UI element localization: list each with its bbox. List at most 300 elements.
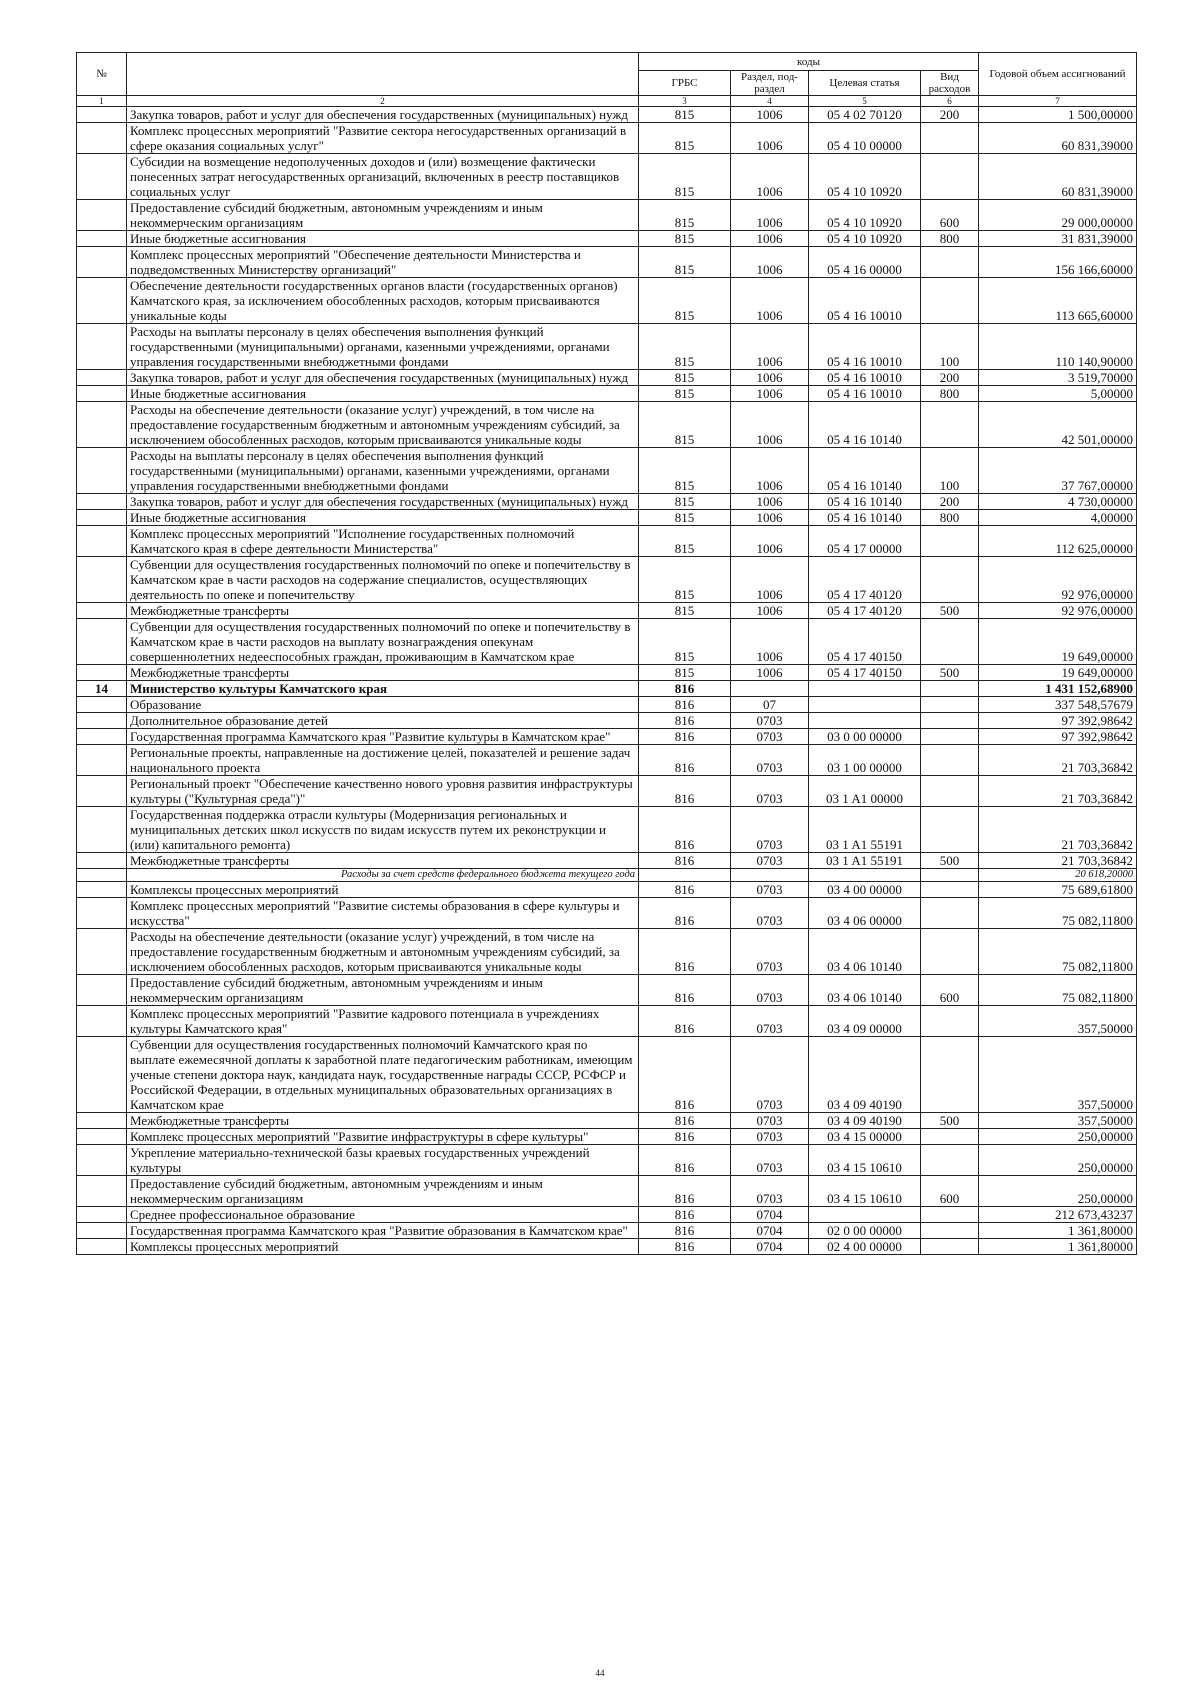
table-row (77, 898, 1137, 929)
row-num (77, 898, 127, 929)
row-razdel: 1006 (731, 324, 809, 370)
row-grbs: 815 (639, 123, 731, 154)
row-name: Дополнительное образование детей (127, 713, 639, 729)
row-num (77, 603, 127, 619)
row-amount: 75 082,11800 (979, 929, 1137, 975)
row-name: Предоставление субсидий бюджетным, автономным учреждениям и иным некоммерческим организациям (127, 200, 639, 231)
table-row (77, 510, 1137, 526)
row-target-article: 05 4 10 10920 (809, 200, 921, 231)
row-grbs: 815 (639, 107, 731, 123)
row-target-article: 05 4 16 10010 (809, 370, 921, 386)
row-expense-type (921, 882, 979, 898)
row-razdel: 1006 (731, 494, 809, 510)
row-num (77, 200, 127, 231)
row-grbs: 816 (639, 882, 731, 898)
row-name: Иные бюджетные ассигнования (127, 510, 639, 526)
row-razdel: 1006 (731, 557, 809, 603)
table-row (77, 603, 1137, 619)
row-amount: 21 703,36842 (979, 745, 1137, 776)
row-num (77, 1145, 127, 1176)
row-target-article: 03 4 09 00000 (809, 1006, 921, 1037)
row-expense-type (921, 1129, 979, 1145)
row-num (77, 1113, 127, 1129)
row-amount: 75 082,11800 (979, 975, 1137, 1006)
row-grbs: 815 (639, 494, 731, 510)
row-grbs: 816 (639, 1037, 731, 1113)
row-amount: 357,50000 (979, 1113, 1137, 1129)
row-name: Расходы на выплаты персоналу в целях обеспечения выполнения функций государственными (муниципальными) органами, казенными учреждениями, органами управления государственными внебюджетными фондами (127, 448, 639, 494)
header-col-3: 3 (639, 96, 731, 107)
row-name: Образование (127, 697, 639, 713)
table-row (77, 776, 1137, 807)
row-grbs: 816 (639, 729, 731, 745)
row-num (77, 729, 127, 745)
row-num (77, 231, 127, 247)
row-expense-type: 500 (921, 603, 979, 619)
row-razdel: 1006 (731, 448, 809, 494)
row-amount: 97 392,98642 (979, 729, 1137, 745)
table-row (77, 975, 1137, 1006)
row-amount: 19 649,00000 (979, 619, 1137, 665)
row-amount: 113 665,60000 (979, 278, 1137, 324)
row-name: Министерство культуры Камчатского края (127, 681, 639, 697)
row-grbs (639, 869, 731, 882)
table-row (77, 278, 1137, 324)
row-name: Иные бюджетные ассигнования (127, 386, 639, 402)
table-row (77, 697, 1137, 713)
table-row (77, 1176, 1137, 1207)
table-row (77, 665, 1137, 681)
row-num (77, 370, 127, 386)
row-amount: 21 703,36842 (979, 853, 1137, 869)
table-row (77, 247, 1137, 278)
row-razdel: 1006 (731, 402, 809, 448)
row-expense-type: 800 (921, 231, 979, 247)
row-razdel (731, 681, 809, 697)
row-grbs: 815 (639, 370, 731, 386)
page-number: 44 (595, 1668, 605, 1678)
row-expense-type (921, 1145, 979, 1176)
row-expense-type: 800 (921, 510, 979, 526)
header-col-4: 4 (731, 96, 809, 107)
table-row (77, 200, 1137, 231)
row-razdel: 0703 (731, 1006, 809, 1037)
row-name: Комплекс процессных мероприятий "Развитие системы образования в сфере культуры и искусства" (127, 898, 639, 929)
row-razdel: 0703 (731, 807, 809, 853)
row-num (77, 1037, 127, 1113)
row-target-article: 03 4 00 00000 (809, 882, 921, 898)
row-num (77, 745, 127, 776)
row-name: Расходы на обеспечение деятельности (оказание услуг) учреждений, в том числе на предоставление государственным бюджетным и автономным учреждениям субсидий, за исключением обособленных расходов, которым присваиваются уникальные коды (127, 929, 639, 975)
row-num (77, 154, 127, 200)
table-row (77, 494, 1137, 510)
row-expense-type (921, 929, 979, 975)
row-num (77, 1207, 127, 1223)
header-sum: Годовой объем ассигнований (979, 53, 1137, 96)
row-grbs: 816 (639, 697, 731, 713)
row-grbs: 815 (639, 557, 731, 603)
row-target-article: 02 4 00 00000 (809, 1239, 921, 1255)
header-codes: коды (639, 53, 979, 71)
row-amount: 112 625,00000 (979, 526, 1137, 557)
row-expense-type: 600 (921, 975, 979, 1006)
row-razdel: 0704 (731, 1239, 809, 1255)
row-expense-type (921, 713, 979, 729)
row-expense-type: 200 (921, 370, 979, 386)
row-razdel: 1006 (731, 200, 809, 231)
row-razdel: 1006 (731, 123, 809, 154)
row-num (77, 807, 127, 853)
header-col-2: 2 (127, 96, 639, 107)
row-expense-type (921, 729, 979, 745)
row-name: Субсидии на возмещение недополученных доходов и (или) возмещение фактически понесенных затрат негосударственных организаций, включенных в реестр поставщиков социальных услуг (127, 154, 639, 200)
row-amount: 75 689,61800 (979, 882, 1137, 898)
row-num (77, 619, 127, 665)
table-row (77, 1145, 1137, 1176)
row-razdel: 1006 (731, 107, 809, 123)
row-razdel: 1006 (731, 247, 809, 278)
table-row (77, 154, 1137, 200)
row-expense-type: 500 (921, 1113, 979, 1129)
header-name (127, 53, 639, 96)
row-razdel: 0703 (731, 1176, 809, 1207)
table-row (77, 1129, 1137, 1145)
row-target-article: 05 4 02 70120 (809, 107, 921, 123)
row-num (77, 123, 127, 154)
row-razdel: 1006 (731, 526, 809, 557)
row-target-article (809, 1207, 921, 1223)
row-target-article: 03 1 A1 55191 (809, 853, 921, 869)
row-target-article (809, 869, 921, 882)
row-grbs: 816 (639, 853, 731, 869)
row-amount: 97 392,98642 (979, 713, 1137, 729)
header-cs: Целевая статья (809, 71, 921, 96)
row-amount: 156 166,60000 (979, 247, 1137, 278)
row-name: Комплекс процессных мероприятий "Развитие инфраструктуры в сфере культуры" (127, 1129, 639, 1145)
row-target-article: 03 4 06 10140 (809, 975, 921, 1006)
row-razdel: 0703 (731, 1145, 809, 1176)
row-grbs: 816 (639, 713, 731, 729)
row-target-article: 03 1 A1 55191 (809, 807, 921, 853)
row-name: Закупка товаров, работ и услуг для обеспечения государственных (муниципальных) нужд (127, 107, 639, 123)
row-num (77, 1176, 127, 1207)
row-name: Предоставление субсидий бюджетным, автономным учреждениям и иным некоммерческим организациям (127, 1176, 639, 1207)
row-amount: 60 831,39000 (979, 123, 1137, 154)
row-num (77, 1129, 127, 1145)
row-razdel: 07 (731, 697, 809, 713)
row-target-article: 05 4 17 40150 (809, 619, 921, 665)
row-expense-type (921, 898, 979, 929)
row-amount: 31 831,39000 (979, 231, 1137, 247)
row-num (77, 776, 127, 807)
row-expense-type (921, 278, 979, 324)
row-grbs: 816 (639, 1006, 731, 1037)
row-name: Межбюджетные трансферты (127, 665, 639, 681)
row-name: Региональные проекты, направленные на достижение целей, показателей и решение задач национального проекта (127, 745, 639, 776)
row-target-article: 03 4 06 10140 (809, 929, 921, 975)
row-target-article: 05 4 16 10010 (809, 278, 921, 324)
table-row (77, 729, 1137, 745)
row-name: Комплексы процессных мероприятий (127, 882, 639, 898)
table-row (77, 882, 1137, 898)
row-expense-type (921, 402, 979, 448)
row-razdel: 0703 (731, 1113, 809, 1129)
table-row (77, 402, 1137, 448)
header-col-6: 6 (921, 96, 979, 107)
row-grbs: 816 (639, 1113, 731, 1129)
row-razdel: 1006 (731, 665, 809, 681)
row-num (77, 510, 127, 526)
row-razdel: 0703 (731, 1037, 809, 1113)
row-target-article: 05 4 16 00000 (809, 247, 921, 278)
row-amount: 1 361,80000 (979, 1223, 1137, 1239)
row-grbs: 816 (639, 898, 731, 929)
row-num (77, 107, 127, 123)
row-target-article: 03 4 09 40190 (809, 1113, 921, 1129)
row-target-article: 03 1 A1 00000 (809, 776, 921, 807)
row-grbs: 815 (639, 510, 731, 526)
row-amount: 357,50000 (979, 1037, 1137, 1113)
row-expense-type: 200 (921, 107, 979, 123)
row-num (77, 526, 127, 557)
row-amount: 1 500,00000 (979, 107, 1137, 123)
row-grbs: 815 (639, 278, 731, 324)
table-row (77, 1223, 1137, 1239)
table-row (77, 370, 1137, 386)
row-target-article (809, 713, 921, 729)
table-row (77, 448, 1137, 494)
row-amount: 29 000,00000 (979, 200, 1137, 231)
row-grbs: 816 (639, 1223, 731, 1239)
row-razdel: 1006 (731, 231, 809, 247)
row-target-article: 03 1 00 00000 (809, 745, 921, 776)
row-name: Иные бюджетные ассигнования (127, 231, 639, 247)
row-name: Государственная программа Камчатского края "Развитие образования в Камчатском крае" (127, 1223, 639, 1239)
row-amount: 92 976,00000 (979, 603, 1137, 619)
row-razdel: 1006 (731, 619, 809, 665)
row-target-article (809, 697, 921, 713)
row-name: Субвенции для осуществления государственных полномочий по опеке и попечительству в Камчатском крае в части расходов на выплату вознаграждения опекунам совершеннолетних недееспособных граждан, проживающим в Камчатском крае (127, 619, 639, 665)
table-row (77, 807, 1137, 853)
row-expense-type (921, 1207, 979, 1223)
row-razdel: 0703 (731, 929, 809, 975)
row-grbs: 816 (639, 807, 731, 853)
row-expense-type: 800 (921, 386, 979, 402)
row-target-article: 03 4 09 40190 (809, 1037, 921, 1113)
budget-table (76, 52, 1137, 1255)
header-col-1: 1 (77, 96, 127, 107)
row-num (77, 869, 127, 882)
row-expense-type (921, 776, 979, 807)
row-amount: 250,00000 (979, 1145, 1137, 1176)
row-target-article: 05 4 10 10920 (809, 154, 921, 200)
row-grbs: 815 (639, 386, 731, 402)
row-grbs: 816 (639, 1239, 731, 1255)
row-amount: 4 730,00000 (979, 494, 1137, 510)
row-razdel: 1006 (731, 154, 809, 200)
row-name: Комплексы процессных мероприятий (127, 1239, 639, 1255)
row-grbs: 815 (639, 402, 731, 448)
row-target-article: 05 4 16 10010 (809, 324, 921, 370)
row-target-article: 05 4 17 40150 (809, 665, 921, 681)
row-num (77, 494, 127, 510)
row-expense-type (921, 526, 979, 557)
row-amount: 250,00000 (979, 1176, 1137, 1207)
row-grbs: 815 (639, 448, 731, 494)
row-expense-type (921, 1006, 979, 1037)
row-name: Комплекс процессных мероприятий "Исполнение государственных полномочий Камчатского края в сфере деятельности Министерства" (127, 526, 639, 557)
table-row (77, 681, 1137, 697)
table-row (77, 107, 1137, 123)
row-target-article: 05 4 16 10140 (809, 402, 921, 448)
table-row (77, 123, 1137, 154)
row-amount: 60 831,39000 (979, 154, 1137, 200)
row-razdel: 0703 (731, 729, 809, 745)
row-name: Комплекс процессных мероприятий "Развитие сектора негосударственных организаций в сфере оказания социальных услуг" (127, 123, 639, 154)
row-name: Расходы на выплаты персоналу в целях обеспечения выполнения функций государственными (муниципальными) органами, казенными учреждениями, органами управления государственными внебюджетными фондами (127, 324, 639, 370)
row-num (77, 386, 127, 402)
document-page (76, 52, 1136, 1255)
table-body (77, 107, 1137, 1255)
row-expense-type (921, 619, 979, 665)
row-target-article: 05 4 17 00000 (809, 526, 921, 557)
row-grbs: 816 (639, 975, 731, 1006)
row-expense-type (921, 869, 979, 882)
row-razdel: 0703 (731, 776, 809, 807)
row-num (77, 278, 127, 324)
row-razdel: 0703 (731, 853, 809, 869)
row-razdel: 1006 (731, 278, 809, 324)
row-num (77, 1223, 127, 1239)
row-razdel: 1006 (731, 510, 809, 526)
row-expense-type (921, 123, 979, 154)
row-amount: 37 767,00000 (979, 448, 1137, 494)
row-target-article: 05 4 10 00000 (809, 123, 921, 154)
header-vr: Вид расходов (921, 71, 979, 96)
table-row (77, 619, 1137, 665)
row-razdel: 0703 (731, 975, 809, 1006)
row-grbs: 815 (639, 619, 731, 665)
row-razdel: 1006 (731, 386, 809, 402)
table-row (77, 745, 1137, 776)
row-name: Комплекс процессных мероприятий "Развитие кадрового потенциала в учреждениях культуры Камчатского края" (127, 1006, 639, 1037)
row-num (77, 697, 127, 713)
row-target-article: 03 4 15 10610 (809, 1145, 921, 1176)
row-num (77, 324, 127, 370)
row-razdel: 0704 (731, 1207, 809, 1223)
table-row (77, 1037, 1137, 1113)
row-razdel: 0703 (731, 882, 809, 898)
header-razdel: Раздел, под-раздел (731, 71, 809, 96)
row-expense-type: 100 (921, 324, 979, 370)
row-expense-type (921, 1239, 979, 1255)
row-razdel: 0703 (731, 713, 809, 729)
row-num (77, 713, 127, 729)
row-num (77, 247, 127, 278)
table-row (77, 386, 1137, 402)
row-expense-type (921, 154, 979, 200)
header-col-7: 7 (979, 96, 1137, 107)
row-target-article: 02 0 00 00000 (809, 1223, 921, 1239)
row-grbs: 815 (639, 603, 731, 619)
row-grbs: 815 (639, 154, 731, 200)
row-name: Обеспечение деятельности государственных органов власти (государственных органов) Камчатского края, за исключением обособленных расходов, которым присваиваются уникальные коды (127, 278, 639, 324)
row-expense-type: 600 (921, 200, 979, 231)
table-row (77, 1239, 1137, 1255)
row-num (77, 557, 127, 603)
row-num (77, 975, 127, 1006)
row-num (77, 448, 127, 494)
row-name: Региональный проект "Обеспечение качественно нового уровня развития инфраструктуры культуры ("Культурная среда")" (127, 776, 639, 807)
row-expense-type (921, 745, 979, 776)
row-name: Среднее профессиональное образование (127, 1207, 639, 1223)
row-target-article: 05 4 16 10010 (809, 386, 921, 402)
header-grbs: ГРБС (639, 71, 731, 96)
row-grbs: 815 (639, 200, 731, 231)
row-expense-type (921, 1037, 979, 1113)
row-name: Расходы на обеспечение деятельности (оказание услуг) учреждений, в том числе на предоставление государственным бюджетным и автономным учреждениям субсидий, за исключением обособленных расходов, которым присваиваются уникальные коды (127, 402, 639, 448)
row-razdel: 1006 (731, 603, 809, 619)
row-target-article (809, 681, 921, 697)
row-num (77, 882, 127, 898)
row-grbs: 815 (639, 231, 731, 247)
row-name: Предоставление субсидий бюджетным, автономным учреждениям и иным некоммерческим организациям (127, 975, 639, 1006)
table-row (77, 1006, 1137, 1037)
row-target-article: 03 4 06 00000 (809, 898, 921, 929)
table-row (77, 929, 1137, 975)
table-row (77, 713, 1137, 729)
row-amount: 337 548,57679 (979, 697, 1137, 713)
row-grbs: 816 (639, 681, 731, 697)
row-target-article: 05 4 17 40120 (809, 557, 921, 603)
row-amount: 19 649,00000 (979, 665, 1137, 681)
row-amount: 42 501,00000 (979, 402, 1137, 448)
row-target-article: 05 4 16 10140 (809, 494, 921, 510)
row-num (77, 1006, 127, 1037)
row-grbs: 815 (639, 526, 731, 557)
row-amount: 110 140,90000 (979, 324, 1137, 370)
row-grbs: 815 (639, 247, 731, 278)
row-grbs: 816 (639, 776, 731, 807)
table-row (77, 557, 1137, 603)
row-expense-type: 500 (921, 853, 979, 869)
row-grbs: 816 (639, 1176, 731, 1207)
row-expense-type: 500 (921, 665, 979, 681)
table-row (77, 1207, 1137, 1223)
row-num (77, 929, 127, 975)
table-row (77, 324, 1137, 370)
row-target-article: 05 4 10 10920 (809, 231, 921, 247)
table-row (77, 1113, 1137, 1129)
row-target-article: 03 0 00 00000 (809, 729, 921, 745)
row-grbs: 815 (639, 665, 731, 681)
row-amount: 3 519,70000 (979, 370, 1137, 386)
row-amount: 1 361,80000 (979, 1239, 1137, 1255)
row-grbs: 815 (639, 324, 731, 370)
row-amount: 212 673,43237 (979, 1207, 1137, 1223)
row-grbs: 816 (639, 1207, 731, 1223)
row-name: Межбюджетные трансферты (127, 1113, 639, 1129)
row-expense-type (921, 697, 979, 713)
row-razdel: 1006 (731, 370, 809, 386)
row-amount: 21 703,36842 (979, 776, 1137, 807)
row-name: Государственная поддержка отрасли культуры (Модернизация региональных и муниципальных детских школ искусств по видам искусств путем их реконструкции и (или) капитального ремонта) (127, 807, 639, 853)
row-name: Межбюджетные трансферты (127, 853, 639, 869)
row-num: 14 (77, 681, 127, 697)
table-row (77, 853, 1137, 869)
row-name: Закупка товаров, работ и услуг для обеспечения государственных (муниципальных) нужд (127, 494, 639, 510)
row-razdel: 0703 (731, 1129, 809, 1145)
